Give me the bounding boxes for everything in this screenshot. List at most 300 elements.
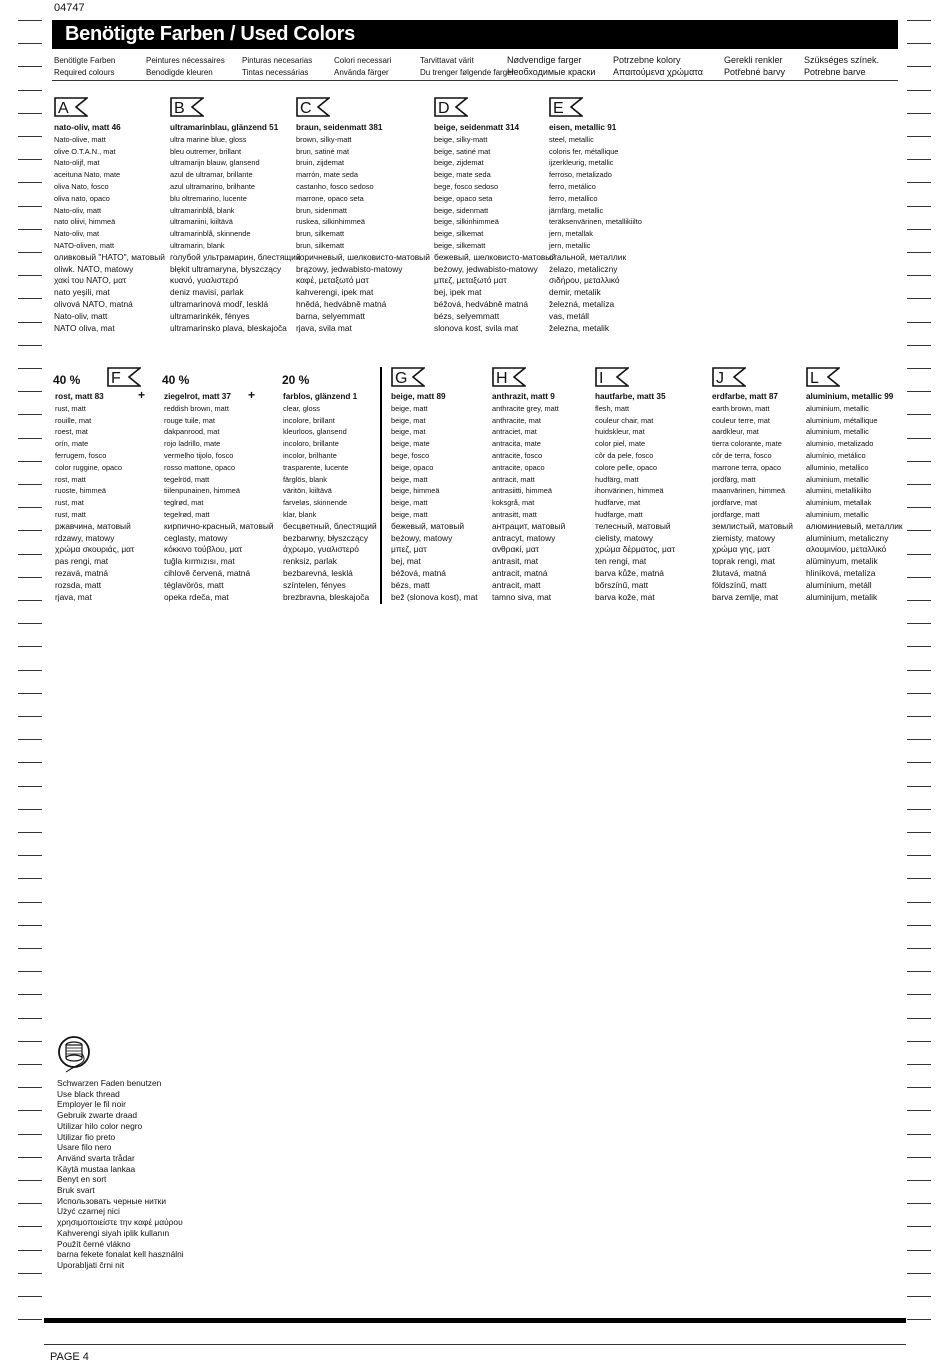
color-translation: jordfarge, matt bbox=[712, 509, 760, 519]
color-name: ziegelrot, matt 37 bbox=[164, 392, 231, 401]
color-name: erdfarbe, matt 87 bbox=[712, 392, 778, 401]
color-letter: J bbox=[716, 370, 724, 387]
color-translation: antracita, mate bbox=[492, 439, 541, 449]
color-translation: bej, ipek mat bbox=[434, 287, 482, 298]
color-code-badge bbox=[806, 367, 840, 385]
margin-rule bbox=[18, 646, 42, 647]
margin-rule bbox=[18, 206, 42, 207]
color-translation: couleur chair, mat bbox=[595, 415, 654, 425]
header-line: Απαιτούμενα χρώματα bbox=[613, 66, 703, 77]
color-code-badge bbox=[54, 97, 88, 115]
color-translation: color ruggine, opaco bbox=[55, 462, 122, 472]
color-name: aluminium, metallic 99 bbox=[806, 392, 894, 401]
color-translation: côr da pele, fosco bbox=[595, 450, 654, 460]
language-header bbox=[420, 55, 514, 78]
color-translation: roest, mat bbox=[55, 427, 88, 437]
color-name: beige, seidenmatt 314 bbox=[434, 123, 520, 132]
margin-rule bbox=[18, 90, 42, 91]
color-translation: коричневый, шелковисто-матовый bbox=[296, 251, 430, 262]
color-translation: olivová NATO, matná bbox=[54, 298, 133, 309]
color-translation: aluminium, métallique bbox=[806, 415, 878, 425]
instruction-line: Использовать черные нитки bbox=[57, 1195, 167, 1206]
color-translation: голубой ультрамарин, блестящий bbox=[170, 251, 301, 262]
color-translation: barva kůže, matná bbox=[595, 567, 664, 578]
margin-rule bbox=[907, 66, 931, 67]
color-translation: železná, metalíza bbox=[549, 298, 615, 309]
instruction-line: Usare filo nero bbox=[57, 1142, 112, 1153]
margin-rule bbox=[18, 438, 42, 439]
color-translation: aardkleur, mat bbox=[712, 427, 759, 437]
color-translation: béžová, matná bbox=[391, 567, 446, 578]
margin-rule bbox=[907, 670, 931, 671]
margin-rule bbox=[18, 252, 42, 253]
margin-rule bbox=[907, 832, 931, 833]
language-header bbox=[334, 55, 391, 78]
margin-rule bbox=[907, 716, 931, 717]
margin-rule bbox=[18, 994, 42, 995]
color-translation: bleu outremer, brillant bbox=[170, 146, 242, 156]
color-letter: C bbox=[300, 100, 312, 117]
instruction-line: Benyt en sort bbox=[57, 1174, 107, 1185]
color-translation: beżowy, jedwabisto-matowy bbox=[434, 263, 538, 274]
color-translation: jordfärg, matt bbox=[712, 474, 756, 484]
color-translation: vermelho tijolo, fosco bbox=[164, 450, 234, 460]
color-translation: ferro, metallico bbox=[549, 193, 598, 203]
color-translation: oliwk. NATO, matowy bbox=[54, 263, 134, 274]
color-translation: алюминиевый, металлик bbox=[806, 520, 903, 531]
thread-instructions bbox=[57, 1078, 184, 1271]
color-translation: couleur terre, mat bbox=[712, 415, 770, 425]
instruction-line: barna fekete fonalat kell használni bbox=[57, 1249, 184, 1260]
color-translation: bézs, matt bbox=[391, 579, 430, 590]
color-translation: χακί του NATO, ματ bbox=[54, 275, 127, 286]
color-translation: trasparente, lucente bbox=[283, 462, 349, 472]
color-letter: H bbox=[496, 370, 508, 387]
margin-rule bbox=[18, 1273, 42, 1274]
header-line: Benötigte Farben bbox=[54, 56, 116, 65]
margin-rule bbox=[907, 461, 931, 462]
color-translation: rozsda, matt bbox=[55, 579, 102, 590]
margin-rule bbox=[18, 1157, 42, 1158]
color-translation: aluminium, metallak bbox=[806, 498, 872, 508]
color-translation: teräksenvärinen, metallikiilto bbox=[549, 217, 642, 227]
color-translation: beige, silkinhimmeä bbox=[434, 217, 499, 227]
margin-rule bbox=[18, 670, 42, 671]
margin-rule bbox=[907, 1203, 931, 1204]
color-translation: brun, silkematt bbox=[296, 229, 345, 239]
color-translation: blu oltremarino, lucente bbox=[170, 193, 247, 203]
color-translation: incolore, brillant bbox=[283, 415, 335, 425]
margin-rule bbox=[18, 345, 42, 346]
margin-rule bbox=[907, 1087, 931, 1088]
margin-rule bbox=[907, 1041, 931, 1042]
color-translation: cielisty, matowy bbox=[595, 532, 654, 543]
color-translation: antraciet, mat bbox=[492, 427, 537, 437]
color-translation: Nato-oliv, mat bbox=[54, 229, 100, 239]
color-translation: καφέ, μεταξωτό ματ bbox=[296, 275, 369, 286]
color-translation: beige, matt bbox=[391, 509, 428, 519]
color-code-badge bbox=[434, 97, 468, 115]
color-translation: rost, matt bbox=[55, 474, 86, 484]
color-translation: beige, mate seda bbox=[434, 170, 491, 180]
color-column bbox=[54, 122, 165, 334]
margin-rule bbox=[18, 1319, 42, 1320]
color-translation: brown, silky-matt bbox=[296, 134, 352, 144]
color-translation: aluminium, metallic bbox=[806, 403, 869, 413]
margin-rule bbox=[18, 66, 42, 67]
margin-rule bbox=[18, 554, 42, 555]
color-translation: beige, satiné mat bbox=[434, 146, 491, 156]
color-translation: deniz mavisi, parlak bbox=[170, 287, 244, 298]
color-name: braun, seidenmatt 381 bbox=[296, 123, 383, 132]
margin-rule bbox=[18, 182, 42, 183]
color-code-badge bbox=[549, 97, 583, 115]
margin-rule bbox=[18, 693, 42, 694]
color-code-badge bbox=[492, 367, 526, 385]
margin-rule bbox=[907, 971, 931, 972]
color-translation: ultramariini, kiiltävä bbox=[170, 217, 233, 227]
color-translation: barva zemlje, mat bbox=[712, 591, 779, 602]
margin-rule bbox=[18, 1110, 42, 1111]
color-translation: nato yeşili, mat bbox=[54, 287, 110, 298]
color-translation: бежевый, шелковисто-матовый bbox=[434, 251, 557, 262]
color-translation: bež (slonova kost), mat bbox=[391, 591, 478, 602]
color-translation: Nato-oliv, matt bbox=[54, 205, 102, 215]
color-translation: teglrød, mat bbox=[164, 498, 204, 508]
color-translation: brun, satiné mat bbox=[296, 146, 349, 156]
color-translation: rouge tuile, mat bbox=[164, 415, 215, 425]
margin-rule bbox=[907, 1134, 931, 1135]
margin-rule bbox=[907, 902, 931, 903]
color-translation: αλουμινίου, μεταλλικό bbox=[806, 544, 887, 555]
header-line: Benodigde kleuren bbox=[146, 67, 213, 77]
plus-sign: + bbox=[138, 388, 146, 402]
color-letter: G bbox=[395, 370, 408, 387]
margin-rule bbox=[907, 530, 931, 531]
color-translation: χρώμα δέρματος, ματ bbox=[595, 544, 676, 555]
color-translation: rouille, mat bbox=[55, 415, 92, 425]
color-name: nato-oliv, matt 46 bbox=[54, 123, 121, 132]
color-column bbox=[55, 391, 134, 603]
margin-rule bbox=[18, 298, 42, 299]
instruction-line: Użyć czarnej nici bbox=[57, 1206, 120, 1217]
color-translation: tegelrød, matt bbox=[164, 509, 210, 519]
color-translation: ferrugem, fosco bbox=[55, 450, 107, 460]
instruction-line: Bruk svart bbox=[57, 1185, 95, 1196]
margin-rule bbox=[907, 414, 931, 415]
color-translation: azul ultramarino, brilhante bbox=[170, 181, 256, 191]
margin-rule bbox=[18, 762, 42, 763]
header-line: Potřebné barvy bbox=[724, 66, 786, 77]
thread-spool-icon bbox=[54, 1034, 96, 1081]
color-translation: ultramarin, blank bbox=[170, 240, 225, 250]
color-translation: землистый, матовый bbox=[712, 520, 793, 531]
color-translation: σιδήρου, μεταλλικό bbox=[549, 275, 620, 286]
color-code-badge bbox=[296, 97, 330, 115]
margin-rule bbox=[907, 1296, 931, 1297]
color-translation: tegelröd, matt bbox=[164, 474, 210, 484]
margin-rule bbox=[907, 809, 931, 810]
color-translation: hudfarve, mat bbox=[595, 498, 641, 508]
color-translation: orín, mate bbox=[55, 439, 89, 449]
color-translation: hliníková, metalíza bbox=[806, 567, 876, 578]
margin-rule bbox=[907, 438, 931, 439]
header-line: Необходимые краски bbox=[507, 66, 596, 77]
color-translation: brązowy, jedwabisto-matowy bbox=[296, 263, 403, 274]
color-translation: оливковый "НАТО", матовый bbox=[54, 251, 165, 262]
page-number: PAGE 4 bbox=[50, 1351, 89, 1363]
color-translation: incoloro, brillante bbox=[283, 439, 339, 449]
color-translation: pas rengi, mat bbox=[55, 556, 109, 567]
color-name: ultramarinblau, glänzend 51 bbox=[170, 123, 279, 132]
color-translation: järnfärg, metallic bbox=[549, 205, 604, 215]
color-translation: steel, metallic bbox=[549, 134, 594, 144]
color-translation: rust, mat bbox=[55, 498, 84, 508]
color-translation: μπεζ, ματ bbox=[391, 544, 427, 555]
margin-rule bbox=[907, 229, 931, 230]
color-column bbox=[712, 391, 793, 603]
color-translation: бежевый, матовый bbox=[391, 520, 465, 531]
color-translation: demir, metalik bbox=[549, 287, 601, 298]
color-translation: koksgrå, mat bbox=[492, 498, 535, 508]
margin-rule bbox=[18, 1087, 42, 1088]
color-translation: beige, matt bbox=[391, 498, 428, 508]
margin-rule bbox=[18, 20, 42, 21]
color-translation: aluminium, metaliczny bbox=[806, 532, 889, 543]
margin-rule bbox=[18, 1226, 42, 1227]
color-translation: bőrszínű, matt bbox=[595, 579, 649, 590]
color-translation: ziemisty, matowy bbox=[712, 532, 776, 543]
color-translation: aluminijum, metalik bbox=[806, 591, 878, 602]
color-translation: rojo ladrillo, mate bbox=[164, 439, 221, 449]
language-header bbox=[613, 55, 703, 78]
color-translation: beige, opaco seta bbox=[434, 193, 493, 203]
mix-percent: 40 % bbox=[53, 373, 81, 387]
color-code-badge bbox=[712, 367, 746, 385]
doc-code: 04747 bbox=[54, 2, 85, 14]
color-column bbox=[170, 122, 301, 334]
color-translation: renksiz, parlak bbox=[283, 556, 337, 567]
header-line: Du trenger følgende farger bbox=[420, 67, 515, 77]
margin-rule bbox=[907, 925, 931, 926]
color-code-badge bbox=[595, 367, 629, 385]
margin-rule bbox=[907, 136, 931, 137]
color-translation: reddish brown, matt bbox=[164, 403, 229, 413]
margin-rule bbox=[907, 43, 931, 44]
color-translation: färglös, blank bbox=[283, 474, 327, 484]
color-translation: ceglasty, matowy bbox=[164, 532, 228, 543]
header-divider bbox=[52, 80, 898, 81]
color-translation: beige, opaco bbox=[391, 462, 434, 472]
color-translation: hnědá, hedvábně matná bbox=[296, 298, 387, 309]
margin-rule bbox=[18, 322, 42, 323]
margin-rule bbox=[18, 1134, 42, 1135]
color-translation: rosso mattone, opaco bbox=[164, 462, 236, 472]
color-translation: rust, matt bbox=[55, 509, 86, 519]
color-translation: bruin, zijdemat bbox=[296, 158, 345, 168]
language-header bbox=[54, 55, 115, 78]
color-translation: bezbarevná, lesklá bbox=[283, 567, 353, 578]
color-translation: tamno siva, mat bbox=[492, 591, 552, 602]
color-translation: marrone, opaco seta bbox=[296, 193, 364, 203]
margin-rule bbox=[907, 855, 931, 856]
margin-rule bbox=[18, 623, 42, 624]
mix-separator bbox=[380, 367, 382, 604]
color-translation: anthracite grey, matt bbox=[492, 403, 559, 413]
color-translation: aluminium, metallic bbox=[806, 427, 869, 437]
color-translation: beige, silky-matt bbox=[434, 134, 488, 144]
color-translation: beige, mat bbox=[391, 427, 426, 437]
header-line: Gerekli renkler bbox=[724, 55, 783, 65]
color-translation: bézs, selyemmatt bbox=[434, 310, 500, 321]
color-translation: barva kože, mat bbox=[595, 591, 655, 602]
margin-rule bbox=[907, 298, 931, 299]
header-line: Nødvendige farger bbox=[507, 55, 582, 65]
color-translation: tiilenpunainen, himmeä bbox=[164, 486, 241, 496]
color-translation: clear, gloss bbox=[283, 403, 320, 413]
color-translation: beige, silkematt bbox=[434, 240, 486, 250]
color-translation: incolor, brilhante bbox=[283, 450, 337, 460]
color-translation: ultra marine blue, gloss bbox=[170, 134, 247, 144]
color-translation: huidskleur, mat bbox=[595, 427, 645, 437]
color-translation: Nato-olijf, mat bbox=[54, 158, 100, 168]
header-line: Tintas necessárias bbox=[242, 67, 309, 77]
color-letter: I bbox=[599, 370, 604, 387]
color-translation: ihonvärinen, himmeä bbox=[595, 486, 664, 496]
margin-rule bbox=[907, 1110, 931, 1111]
margin-rule bbox=[18, 1180, 42, 1181]
color-translation: maanvärinen, himmeä bbox=[712, 486, 786, 496]
color-translation: rjava, mat bbox=[55, 591, 92, 602]
color-letter: A bbox=[58, 100, 69, 117]
color-letter: D bbox=[438, 100, 450, 117]
color-translation: ανθρακί, ματ bbox=[492, 544, 539, 555]
margin-rule bbox=[907, 1226, 931, 1227]
color-translation: бесцветный, блестящий bbox=[283, 520, 377, 531]
color-translation: alüminyum, metalik bbox=[806, 556, 878, 567]
bottom-rule bbox=[44, 1344, 906, 1345]
color-translation: alumiini, metallikiilto bbox=[806, 486, 872, 496]
margin-rule bbox=[907, 994, 931, 995]
color-translation: beige, zijdemat bbox=[434, 158, 484, 168]
color-code-badge bbox=[170, 97, 204, 115]
color-translation: vas, metáll bbox=[549, 310, 590, 321]
color-translation: rdzawy, matowy bbox=[55, 532, 115, 543]
margin-rule bbox=[907, 391, 931, 392]
color-translation: farveløs, skinnende bbox=[283, 498, 348, 508]
margin-rule bbox=[18, 530, 42, 531]
margin-rule bbox=[18, 902, 42, 903]
color-letter: F bbox=[111, 370, 121, 387]
color-translation: beige, himmeä bbox=[391, 486, 440, 496]
margin-rule bbox=[18, 809, 42, 810]
color-translation: alluminio, metallico bbox=[806, 462, 869, 472]
color-translation: marrone terra, opaco bbox=[712, 462, 782, 472]
instruction-line: χρησιμοποιείστε την καφέ μαύρου bbox=[57, 1217, 183, 1228]
margin-rule bbox=[907, 554, 931, 555]
instruction-line: Utilizar hilo color negro bbox=[57, 1120, 143, 1131]
color-translation: väritön, kiiltävä bbox=[283, 486, 332, 496]
margin-rule bbox=[907, 90, 931, 91]
page-title: Benötigte Farben / Used Colors bbox=[65, 23, 355, 45]
color-translation: Nato-oliv, matt bbox=[54, 310, 108, 321]
color-translation: toprak rengi, mat bbox=[712, 556, 775, 567]
header-line: Szükséges színek. bbox=[804, 55, 880, 65]
color-translation: olive O.T.A.N., mat bbox=[54, 146, 116, 156]
color-translation: ржавчина, матовый bbox=[55, 520, 131, 531]
color-column bbox=[164, 391, 274, 603]
header-line: Pinturas necesarias bbox=[242, 56, 313, 65]
color-column bbox=[806, 391, 903, 603]
color-name: anthrazit, matt 9 bbox=[492, 392, 555, 401]
color-translation: ultramarinsko plava, bleskajoča bbox=[170, 322, 287, 333]
color-translation: ten rengi, mat bbox=[595, 556, 647, 567]
color-translation: rezavá, matná bbox=[55, 567, 109, 578]
margin-rule bbox=[18, 878, 42, 879]
color-translation: κόκκινο τούβλου, ματ bbox=[164, 544, 243, 555]
header-line: Colori necessari bbox=[334, 56, 392, 65]
color-translation: aluminium, metallic bbox=[806, 474, 869, 484]
color-translation: železna, metalik bbox=[549, 322, 610, 333]
color-translation: beige, mat bbox=[391, 415, 426, 425]
plus-sign: + bbox=[248, 388, 256, 402]
color-translation: cihlově červená, matná bbox=[164, 567, 251, 578]
margin-rule bbox=[18, 1250, 42, 1251]
color-translation: antracit, matt bbox=[492, 579, 541, 590]
color-translation: hudfärg, matt bbox=[595, 474, 639, 484]
color-translation: žlutavá, matná bbox=[712, 567, 767, 578]
color-translation: hudfarge, matt bbox=[595, 509, 643, 519]
margin-rule bbox=[907, 739, 931, 740]
margin-rule bbox=[907, 693, 931, 694]
margin-rule bbox=[907, 786, 931, 787]
margin-rule bbox=[907, 1319, 931, 1320]
header-line: Tarvittavat värit bbox=[420, 56, 474, 65]
color-translation: slonova kost, svila mat bbox=[434, 322, 519, 333]
language-header bbox=[507, 55, 595, 78]
color-translation: άχρωμο, γυαλιστερό bbox=[283, 544, 359, 555]
margin-rule bbox=[907, 368, 931, 369]
color-name: rost, matt 83 bbox=[55, 392, 104, 401]
margin-rule bbox=[907, 206, 931, 207]
margin-rule bbox=[907, 600, 931, 601]
color-translation: aluminium, metallic bbox=[806, 509, 869, 519]
color-translation: μπεζ, μεταξωτό ματ bbox=[434, 275, 507, 286]
language-header bbox=[242, 55, 312, 78]
color-translation: kahverengi, ipek mat bbox=[296, 287, 374, 298]
color-translation: côr de terra, fosco bbox=[712, 450, 772, 460]
instruction-line: Kahverengi siyah iplik kullanın bbox=[57, 1227, 170, 1238]
color-translation: színtelen, fényes bbox=[283, 579, 346, 590]
color-translation: ijzerkleurig, metallic bbox=[549, 158, 614, 168]
color-translation: castanho, fosco sedoso bbox=[296, 181, 374, 191]
color-translation: colore pelle, opaco bbox=[595, 462, 658, 472]
title-bar bbox=[52, 20, 898, 49]
margin-rule bbox=[18, 113, 42, 114]
color-translation: стальной, металлик bbox=[549, 251, 627, 262]
margin-rule bbox=[907, 345, 931, 346]
color-name: eisen, metallic 91 bbox=[549, 123, 617, 132]
margin-rule bbox=[18, 229, 42, 230]
margin-rule bbox=[18, 391, 42, 392]
color-translation: χρώμα σκουριάς, ματ bbox=[55, 544, 135, 555]
color-translation: alumínium, metáll bbox=[806, 579, 872, 590]
color-letter: E bbox=[553, 100, 564, 117]
color-column bbox=[296, 122, 430, 334]
margin-rule bbox=[18, 136, 42, 137]
margin-rule bbox=[907, 20, 931, 21]
margin-rule bbox=[18, 739, 42, 740]
